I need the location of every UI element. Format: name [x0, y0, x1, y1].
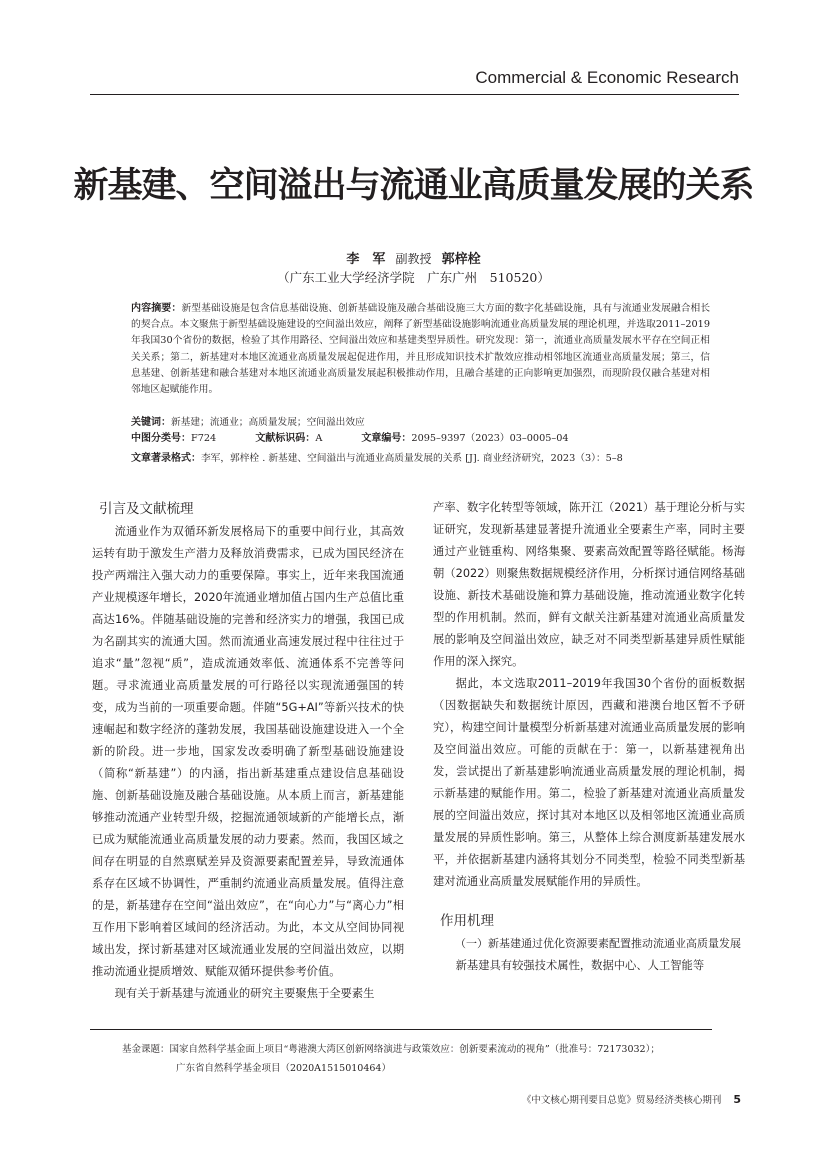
funding-line-2: 广东省自然科学基金项目（2020A1515010464）: [176, 1063, 391, 1074]
abstract-label: 内容摘要：: [131, 303, 182, 314]
keywords-label: 关键词：: [131, 417, 171, 428]
body-paragraph: 新基建具有较强技术属性，数据中心、人工智能等: [455, 959, 705, 972]
abstract: [131, 301, 710, 398]
clc-value: F724: [191, 433, 217, 444]
page-number: 5: [733, 1093, 741, 1106]
doc-code-label: 文献标识码：: [255, 433, 316, 444]
right-column: [433, 497, 745, 977]
section-heading-intro: 引言及文献梳理: [99, 501, 194, 517]
citation-label: 文章著录格式：: [131, 453, 201, 464]
keywords: [131, 415, 710, 431]
footer-journal-note: 《中文核心期刊要目总览》贸易经济类核心期刊: [521, 1095, 722, 1106]
author-line: [0, 248, 827, 267]
funding-note: [122, 1040, 660, 1078]
funding-label: 基金课题：: [122, 1044, 170, 1055]
body-paragraph: 产率、数字化转型等领域，陈开江（2021）基于理论分析与实证研究，发现新基建显著提升流通业全要素生产率，同时主要通过产业链重构、网络集聚、要素高效配置等路径赋能。杨海朝（2022）则聚焦数据规模经济作用，分析探讨通信网络基础设施、新技术基础设施和算力基础设施，推动流通业数字化转型的作用机制。然而，鲜有文献关注新基建对流通业高质量发展的影响及空间溢出效应，缺乏对不同类型新基建异质性赋能作用的深入探究。: [433, 501, 745, 668]
subsection-heading: （一）新基建通过优化资源要素配置推动流通业高质量发展: [455, 937, 741, 950]
keywords-text: 新基建；流通业；高质量发展；空间溢出效应: [171, 417, 365, 428]
affiliation: （广东工业大学经济学院 广东广州 510520）: [277, 270, 550, 285]
doc-code-value: A: [315, 433, 323, 444]
left-column: [92, 497, 404, 1005]
article-no-label: 文章编号：: [361, 433, 412, 444]
author-name: 李 军: [346, 252, 386, 267]
author-rank: 副教授: [395, 252, 432, 266]
abstract-text: 新型基础设施是包含信息基础设施、创新基础设施及融合基础设施三大方面的数字化基础设施，具有与流通业发展融合相长的契合点。本文聚焦于新型基础设施建设的空间溢出效应，阐释了新型基础设施影响流通业高质量发展的理论机理，并选取2011–2019年我国30个省份的数据，检验了其作用路径、空间溢出效应和基建类型异质性。研究发现：第一，流通业高质量发展水平存在空间正相关关系；第二，新基建对本地区流通业高质量发展起促进作用，并且形成知识技术扩散效应推动相邻地区流通业高质量发展；第三，信息基建、创新基建和融合基建对本地区流通业高质量发展起积极推动作用，且融合基建的正向影响更加强烈，而现阶段仅融合基建对相邻地区起赋能作用。: [131, 303, 711, 396]
body-paragraph: 流通业作为双循环新发展格局下的重要中间行业，其高效运转有助于激发生产潜力及释放消费需求，已成为国民经济在投产两端注入强大动力的重要保障。事实上，近年来我国流通产业规模逐年增长，2020年流通业增加值占国内生产总值比重高达16%。伴随基础设施的完善和经济实力的增强，我国已成为名副其实的流通大国。然而流通业高速发展过程中往往过于追求“量”忽视“质”，造成流通效率低、流通体系不完善等问题。寻求流通业高质量发展的可行路径以实现流通强国的转变，成为当前的一项重要命题。伴随“5G+AI”等新兴技术的快速崛起和数字经济的蓬勃发展，我国基础设施建设进入一个全新的阶段。进一步地，国家发改委明确了新型基础设施建设（简称“新基建”）的内涵，指出新基建重点建设信息基础设施、创新基础设施及融合基础设施。从本质上而言，新基建能够推动流通产业转型升级，挖掘流通领域新的产能增长点，渐已成为赋能流通业高质量发展的动力要素。然而，我国区域之间存在明显的自然禀赋差异及资源要素配置差异，导致流通体系存在区域不协调性，严重制约流通业高质量发展。值得注意的是，新基建存在空间“溢出效应”，在“向心力”与“离心力”相互作用下影响着区域间的经济活动。为此，本文从空间协同视域出发，探讨新基建对区域流通业发展的空间溢出效应，以期推动流通业提质增效、赋能双循环提供参考价值。: [92, 525, 404, 978]
body-paragraph: 据此，本文选取2011–2019年我国30个省份的面板数据（因数据缺失和数据统计原因，西藏和港澳台地区暂不予研究），构建空间计量模型分析新基建对流通业高质量发展的影响及空间溢出效应。可能的贡献在于：第一，以新基建视角出发，尝试提出了新基建影响流通业高质量发展的理论机制，揭示新基建的赋能作用。第二，检验了新基建对流通业高质量发展的空间溢出效应，探讨其对本地区以及相邻地区流通业高质量发展的异质性影响。第三，从整体上综合测度新基建发展水平，并依据新基建内涵将其划分不同类型，检验不同类型新基建对流通业高质量发展赋能作用的异质性。: [433, 677, 745, 888]
classification-line: [131, 431, 710, 447]
page-footer: [522, 1092, 741, 1106]
section-heading-mechanism: 作用机理: [440, 913, 494, 929]
citation-text: 李军，郭梓栓 . 新基建、空间溢出与流通业高质量发展的关系 [J]. 商业经济研究，2023（3）：5–8: [201, 453, 623, 464]
article-title: 新基建、空间溢出与流通业高质量发展的关系: [73, 165, 754, 206]
citation: [131, 451, 710, 467]
article-no-value: 2095–9397（2023）03–0005–04: [411, 433, 569, 444]
body-paragraph: 现有关于新基建与流通业的研究主要聚焦于全要素生: [114, 987, 375, 1000]
funding-line-1: 国家自然科学基金面上项目“粤港澳大湾区创新网络演进与政策效应：创新要素流动的视角”（批准号：72173032）；: [169, 1044, 660, 1055]
journal-name: Commercial & Economic Research: [475, 68, 739, 87]
header-rule: [90, 94, 739, 95]
clc-label: 中图分类号：: [131, 433, 191, 444]
footnote-rule: [90, 1029, 712, 1030]
author-name-2: 郭梓栓: [441, 252, 481, 267]
